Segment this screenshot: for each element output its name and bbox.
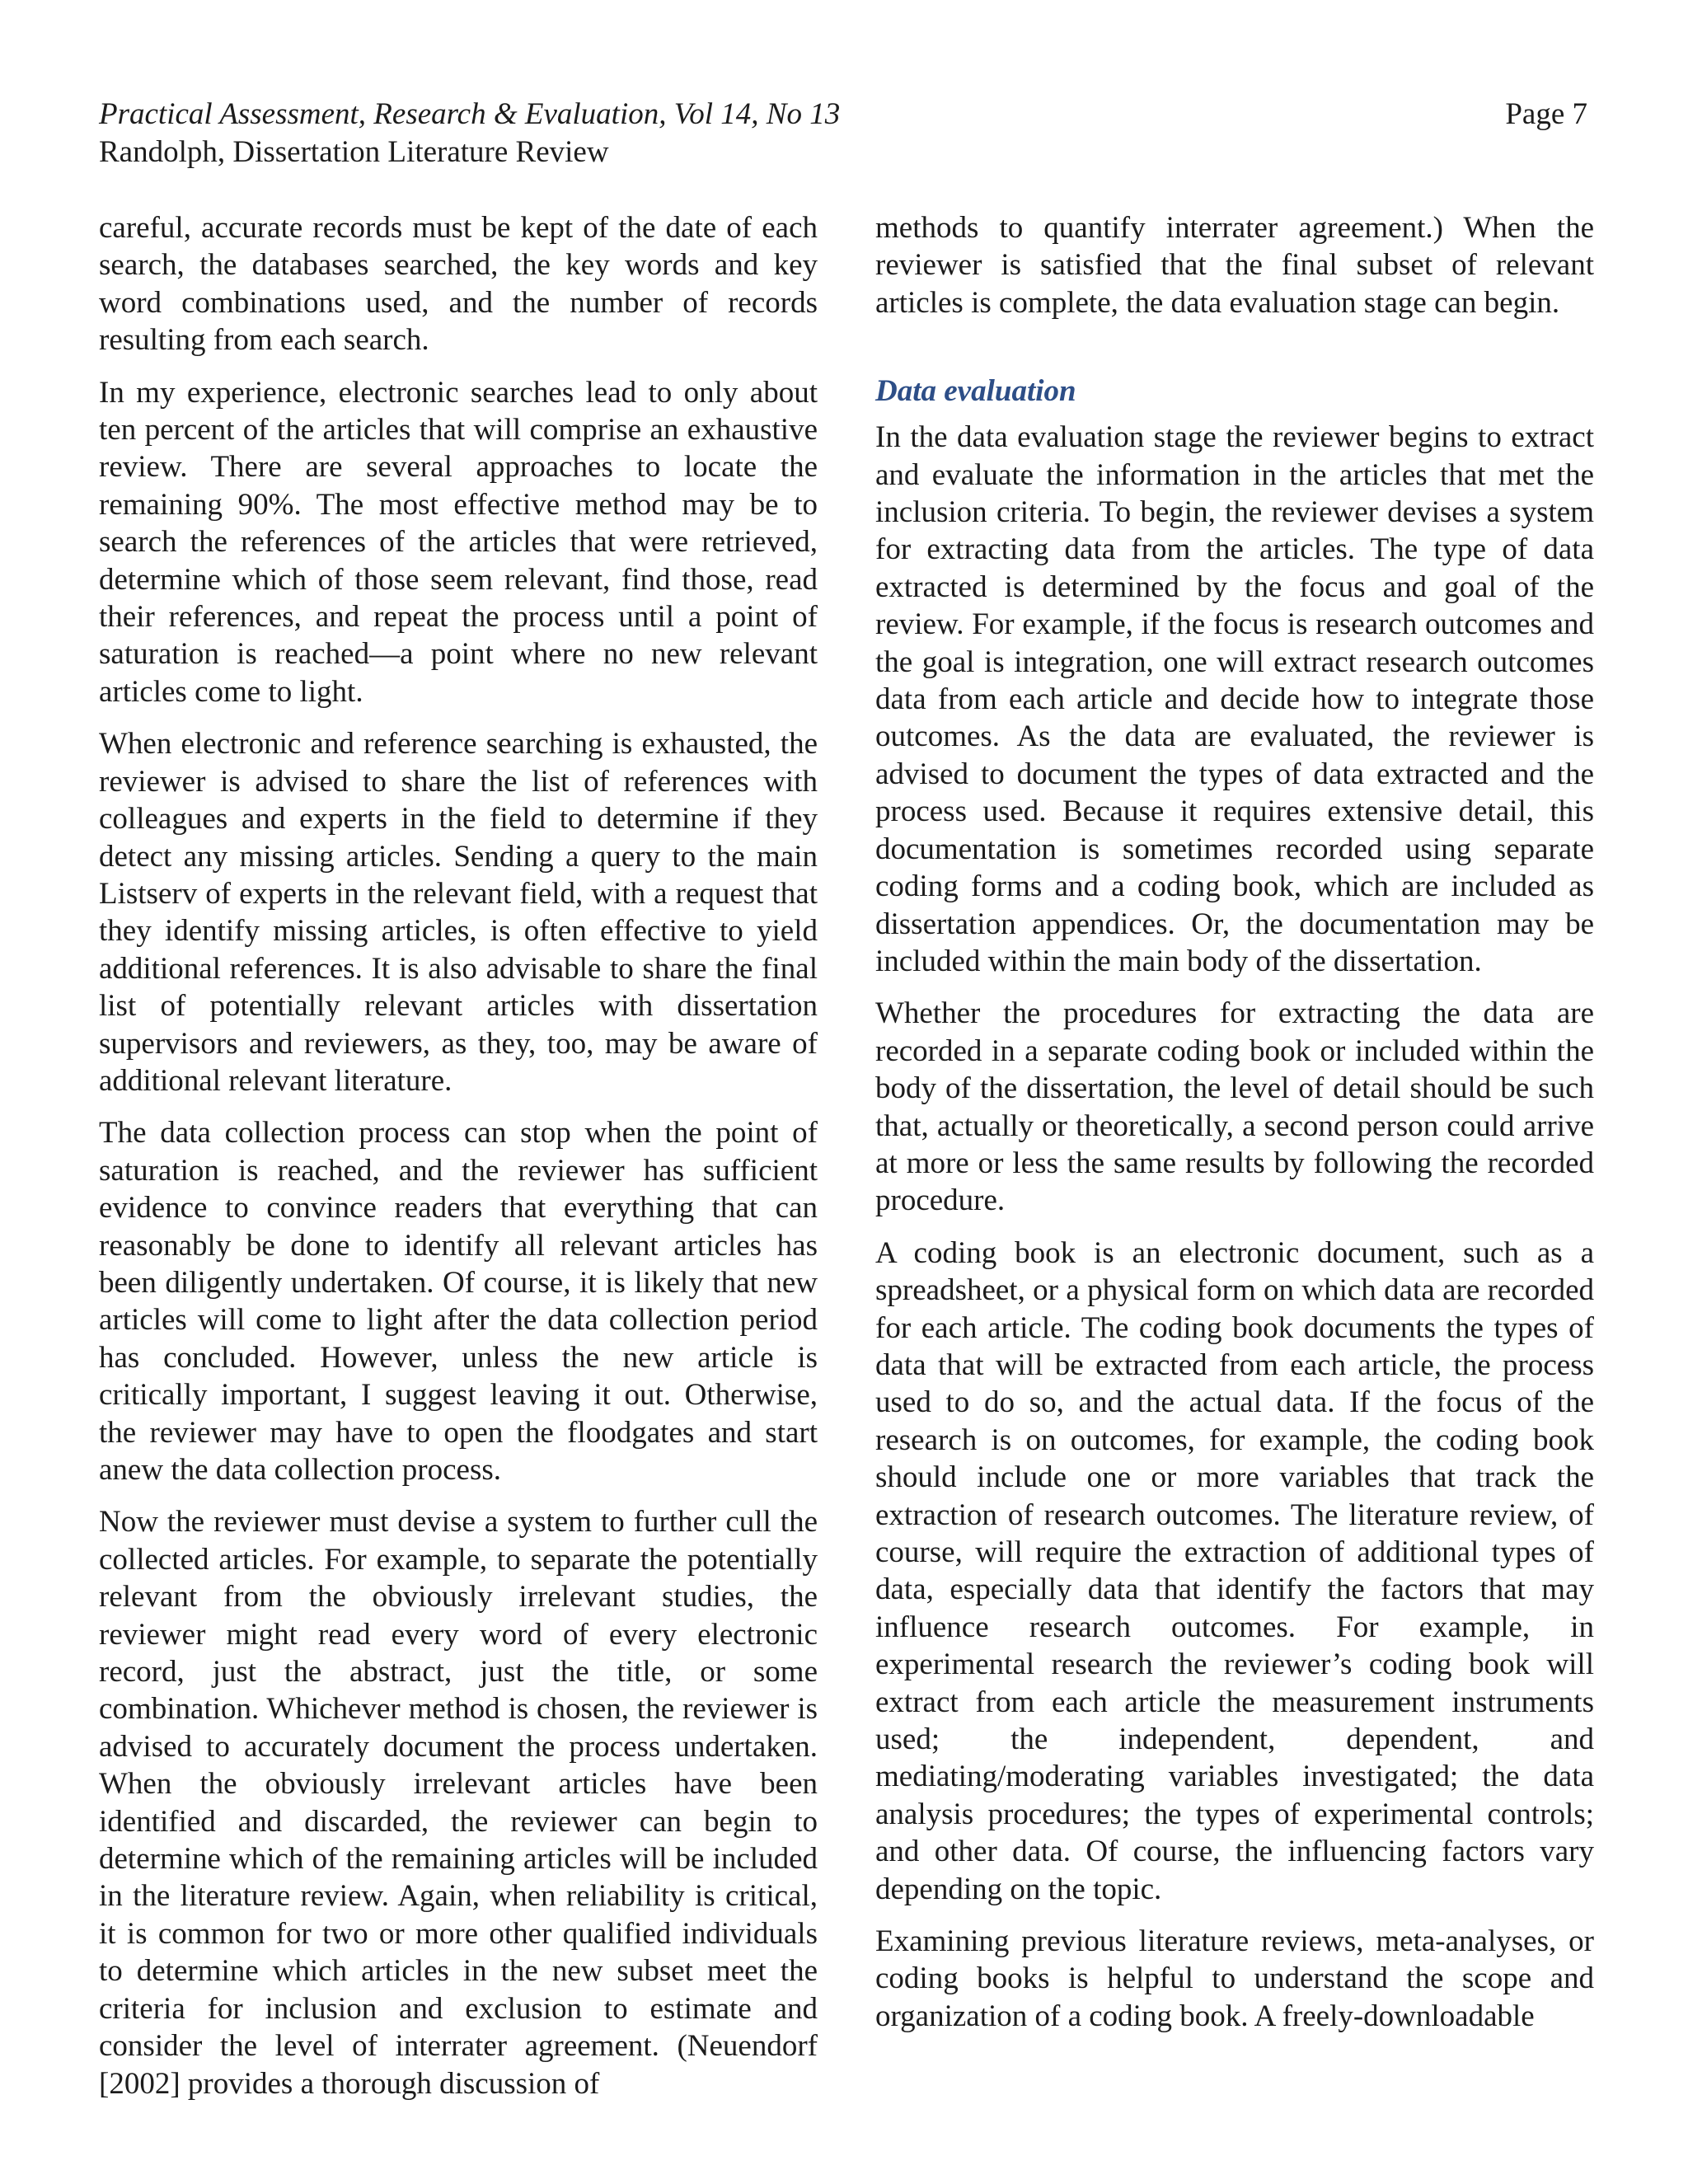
page-header bbox=[99, 96, 1587, 171]
body-paragraph: In the data evaluation stage the reviewer begins to extract and evaluate the information in the articles that met the inclusion criteria. To begin, the reviewer devises a system for extracting data from the articles. The type of data extracted is determined by the focus and goal of the review. For example, if the focus is research outcomes and the goal is integration, one will extract research outcomes data from each article and decide how to integrate those outcomes. As the data are evaluated, the reviewer is advised to document the types of data extracted and the process used. Because it requires extensive detail, this documentation is sometimes recorded using separate coding forms and a coding book, which are included as dissertation appendices. Or, the documentation may be included within the main body of the dissertation. bbox=[875, 420, 1594, 978]
running-title: Randolph, Dissertation Literature Review bbox=[99, 135, 609, 169]
body-paragraph: careful, accurate records must be kept of the date of each search, the databases searched, the key words and key word combinations used, and the number of records resulting from each search. bbox=[99, 211, 818, 358]
body-paragraph: The data collection process can stop when the point of saturation is reached, and the reviewer has sufficient evidence to convince readers that everything that can reasonably be done to identify all relevant articles has been diligently undertaken. Of course, it is likely that new articles will come to light after the data collection period has concluded. However, unless the new article is critically important, I suggest leaving it out. Otherwise, the reviewer may have to open the floodgates and start anew the data collection process. bbox=[99, 1116, 818, 1487]
journal-citation: Practical Assessment, Research & Evaluation, Vol 14, No 13 bbox=[99, 97, 841, 131]
section-heading-data-evaluation: Data evaluation bbox=[875, 374, 1076, 409]
body-paragraph: A coding book is an electronic document, such as a spreadsheet, or a physical form on which data are recorded for each article. The coding book documents the types of data that will be extracted from each article, the process used to do so, and the actual data. If the focus of the research is on outcomes, for example, the coding book should include one or more variables that track the extraction of research outcomes. The literature review, of course, will require the extraction of additional types of data, especially data that identify the factors that may influence research outcomes. For example, in experimental research the reviewer’s coding book will extract from each article the measurement instruments used; the independent, dependent, and mediating/moderating variables investigated; the data analysis procedures; the types of experimental controls; and other data. Of course, the influencing factors vary depending on the topic. bbox=[875, 1235, 1594, 1906]
left-column bbox=[99, 209, 818, 2117]
right-column bbox=[875, 209, 1594, 2050]
page-number: Page 7 bbox=[1505, 97, 1587, 131]
body-paragraph: Now the reviewer must devise a system to further cull the collected articles. For example, to separate the potentially relevant from the obviously irrelevant studies, the reviewer might read every word of every electronic record, just the abstract, just the title, or some combination. Whichever method is chosen, the reviewer is advised to accurately document the process undertaken. When the obviously irrelevant articles have been identified and discarded, the reviewer can begin to determine which of the remaining articles will be included in the literature review. Again, when reliability is critical, it is common for two or more other qualified individuals to determine which articles in the new subset meet the criteria for inclusion and exclusion to estimate and consider the level of interrater agreement. (Neuendorf [2002] provides a thorough discussion of bbox=[99, 1505, 818, 2101]
body-paragraph: Examining previous literature reviews, meta-analyses, or coding books is helpful to understand the scope and organization of a coding book. A freely-downloadable bbox=[875, 1924, 1594, 2033]
body-paragraph: In my experience, electronic searches lead to only about ten percent of the articles that will comprise an exhaustive review. There are several approaches to locate the remaining 90%. The most effective method may be to search the references of the articles that were retrieved, determine which of those seem relevant, find those, read their references, and repeat the process until a point of saturation is reached—a point where no new relevant articles come to light. bbox=[99, 375, 818, 709]
body-paragraph: Whether the procedures for extracting the data are recorded in a separate coding book or included within the body of the dissertation, the level of detail should be such that, actually or theoretically, a second person could arrive at more or less the same results by following the recorded procedure. bbox=[875, 996, 1594, 1218]
body-paragraph: When electronic and reference searching is exhausted, the reviewer is advised to share the list of references with colleagues and experts in the field to determine if they detect any missing articles. Sending a query to the main Listserv of experts in the relevant field, with a request that they identify missing articles, is often effective to yield additional references. It is also advisable to share the final list of potentially relevant articles with dissertation supervisors and reviewers, as they, too, may be aware of additional relevant literature. bbox=[99, 727, 818, 1098]
body-paragraph: methods to quantify interrater agreement.) When the reviewer is satisfied that the final subset of relevant articles is complete, the data evaluation stage can begin. bbox=[875, 211, 1594, 320]
